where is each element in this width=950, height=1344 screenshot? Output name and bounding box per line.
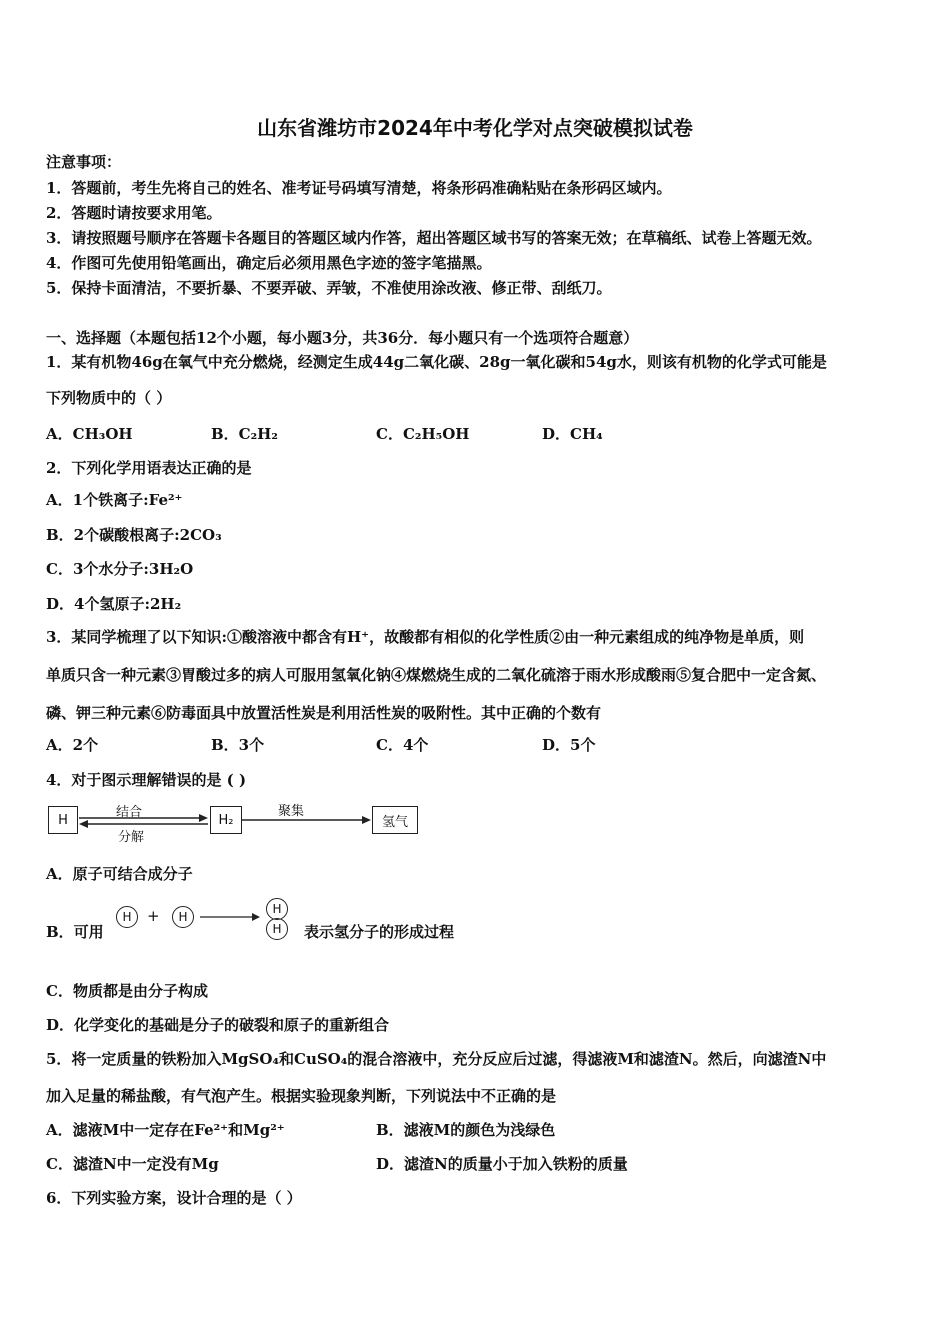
q4-option-b-suffix: 表示氢分子的形成过程 [304,923,455,941]
atom-box: H [48,806,78,834]
decompose-label: 分解 [118,830,145,845]
q3-option-d: D．5个 [542,736,596,754]
notice-item-5: 5．保持卡面清洁，不要折暴、不要弄破、弄皱，不准使用涂改液、修正带、刮纸刀。 [46,279,612,297]
q2-option-c: C．3个水分子:3H₂O [46,560,194,578]
q1-option-b: B．C₂H₂ [211,425,278,443]
q5-option-d: D．滤渣N的质量小于加入铁粉的质量 [376,1155,628,1173]
notice-item-1: 1．答题前，考生先将自己的姓名、准考证号码填写清楚，将条形码准确粘贴在条形码区域内。 [46,179,672,197]
q1-option-d: D．CH₄ [542,425,603,443]
page-title: 山东省潍坊市2024年中考化学对点突破模拟试卷 [257,116,693,140]
notice-heading: 注意事项： [46,153,122,171]
q3-option-b: B．3个 [211,736,265,754]
hydrogen-molecule-atom-bottom: H [266,918,288,940]
plus-sign: + [147,907,160,925]
q3-option-c: C．4个 [376,736,429,754]
combine-arrow-head [199,814,208,822]
q2-option-a: A．1个铁离子:Fe²⁺ [46,491,183,509]
q4-stem: 4．对于图示理解错误的是 ( ) [46,771,247,789]
q5-option-b: B．滤液M的颜色为浅绿色 [376,1121,556,1139]
q2-stem: 2．下列化学用语表达正确的是 [46,459,252,477]
q4-option-d: D．化学变化的基础是分子的破裂和原子的重新组合 [46,1016,390,1034]
q3-stem-line3: 磷、钾三种元素⑥防毒面具中放置活性炭是利用活性炭的吸附性。其中正确的个数有 [46,704,602,722]
hydrogen-atom-2: H [172,906,194,928]
q6-stem: 6．下列实验方案，设计合理的是（ ） [46,1189,302,1207]
gather-label: 聚集 [278,804,305,819]
notice-item-3: 3．请按照题号顺序在答题卡各题目的答题区域内作答，超出答题区域书写的答案无效；在草稿纸、试卷上答题无效。 [46,229,822,247]
q2-option-b: B．2个碳酸根离子:2CO₃ [46,526,222,544]
q5-stem-line1: 5．将一定质量的铁粉加入MgSO₄和CuSO₄的混合溶液中，充分反应后过滤，得滤液M和滤渣N。然后，向滤渣N中 [46,1050,827,1068]
substance-box: 氢气 [372,806,418,834]
q4-option-a: A．原子可结合成分子 [46,865,193,883]
q4-option-c: C．物质都是由分子构成 [46,982,208,1000]
q1-stem-line1: 1．某有机物46g在氧气中充分燃烧，经测定生成44g二氧化碳、28g一氧化碳和54g水，则该有机物的化学式可能是 [46,353,827,371]
notice-item-4: 4．作图可先使用铅笔画出，确定后必须用黑色字迹的签字笔描黑。 [46,254,492,272]
q2-option-d: D．4个氢原子:2H₂ [46,595,182,613]
q1-option-a: A．CH₃OH [46,425,133,443]
section-heading: 一、选择题（本题包括12个小题，每小题3分，共36分．每小题只有一个选项符合题意） [46,329,639,347]
hydrogen-atom-1: H [116,906,138,928]
q5-stem-line2: 加入足量的稀盐酸，有气泡产生。根据实验现象判断，下列说法中不正确的是 [46,1087,557,1105]
q3-stem-line2: 单质只含一种元素③胃酸过多的病人可服用氢氧化钠④煤燃烧生成的二氧化硫溶于雨水形成酸雨⑤复合肥中一定含氮、 [46,666,827,684]
q3-stem-line1: 3．某同学梳理了以下知识:①酸溶液中都含有H⁺，故酸都有相似的化学性质②由一种元素组成的纯净物是单质，则 [46,628,805,646]
q3-option-a: A．2个 [46,736,99,754]
combine-label: 结合 [116,805,143,820]
q4-option-b-prefix: B．可用 [46,923,104,941]
notice-item-2: 2．答题时请按要求用笔。 [46,204,222,222]
q5-option-a: A．滤液M中一定存在Fe²⁺和Mg²⁺ [46,1121,285,1139]
hydrogen-molecule-atom-top: H [266,898,288,920]
q5-option-c: C．滤渣N中一定没有Mg [46,1155,219,1173]
gather-arrow-head [362,816,371,824]
formation-arrow [196,910,266,924]
q1-option-c: C．C₂H₅OH [376,425,470,443]
molecule-box: H₂ [210,806,242,834]
q1-stem-line2: 下列物质中的（ ） [46,389,172,407]
decompose-arrow-head [79,820,88,828]
